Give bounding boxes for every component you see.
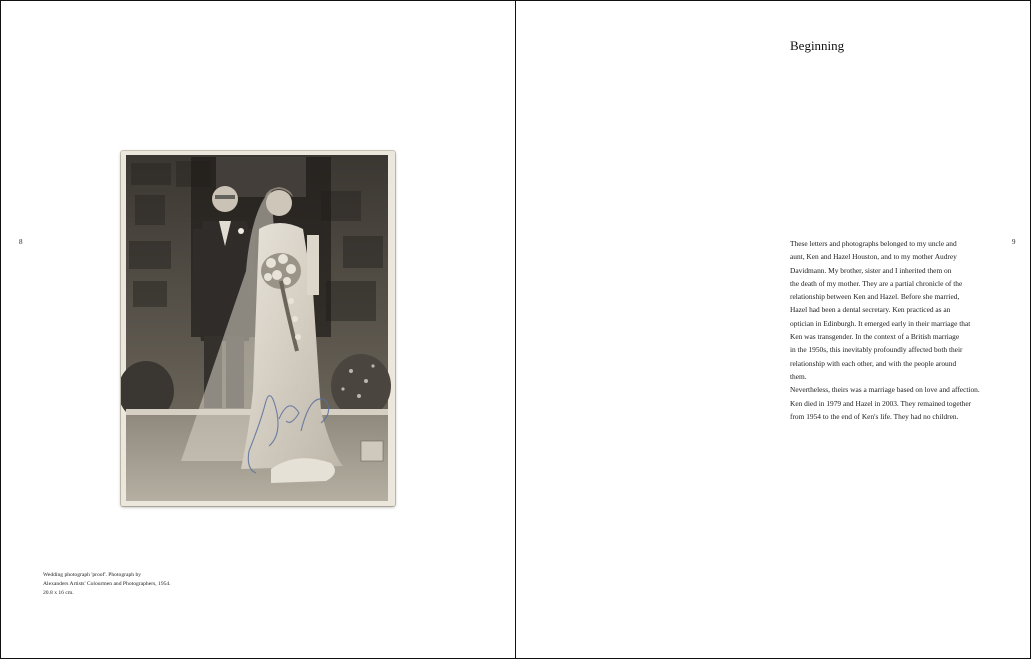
photo-caption [43,571,253,598]
chapter-title: Beginning [790,38,845,53]
right-page [516,1,1030,658]
body-line: in the 1950s, this inevitably profoundly affected both their [790,345,963,355]
body-line: aunt, Ken and Hazel Houston, and to my mother Audrey [790,252,957,262]
caption-line: 20.8 x 16 cm. [43,590,74,596]
body-line: optician in Edinburgh. It emerged early in their marriage that [790,318,971,328]
body-line: them. [790,371,807,381]
caption-line: Alexanders Artists' Colourmen and Photographers, 1954. [43,581,171,587]
body-line: Hazel had been a dental secretary. Ken practiced as an [790,305,951,315]
page-number-left: 8 [19,238,23,246]
body-line: from 1954 to the end of Ken's life. They had no children. [790,411,959,421]
body-line: Davidmann. My brother, sister and I inherited them on [790,265,952,275]
caption-line: Wedding photograph 'proof'. Photograph by [43,572,142,578]
left-page [1,1,515,658]
photo-image [121,151,395,506]
body-line: relationship with each other, and with the people around [790,358,957,368]
body-line: Nevertheless, theirs was a marriage based on love and affection. [790,385,980,395]
body-text [790,237,1000,423]
body-line: Ken was transgender. In the context of a British marriage [790,332,960,342]
body-line: Ken died in 1979 and Hazel in 2003. They remained together [790,398,972,408]
body-line: relationship between Ken and Hazel. Before she married, [790,292,960,302]
page-number-right: 9 [1012,238,1016,246]
wedding-photograph [121,151,395,506]
body-line: the death of my mother. They are a partial chronicle of the [790,278,963,288]
body-line: These letters and photographs belonged to my uncle and [790,239,957,248]
